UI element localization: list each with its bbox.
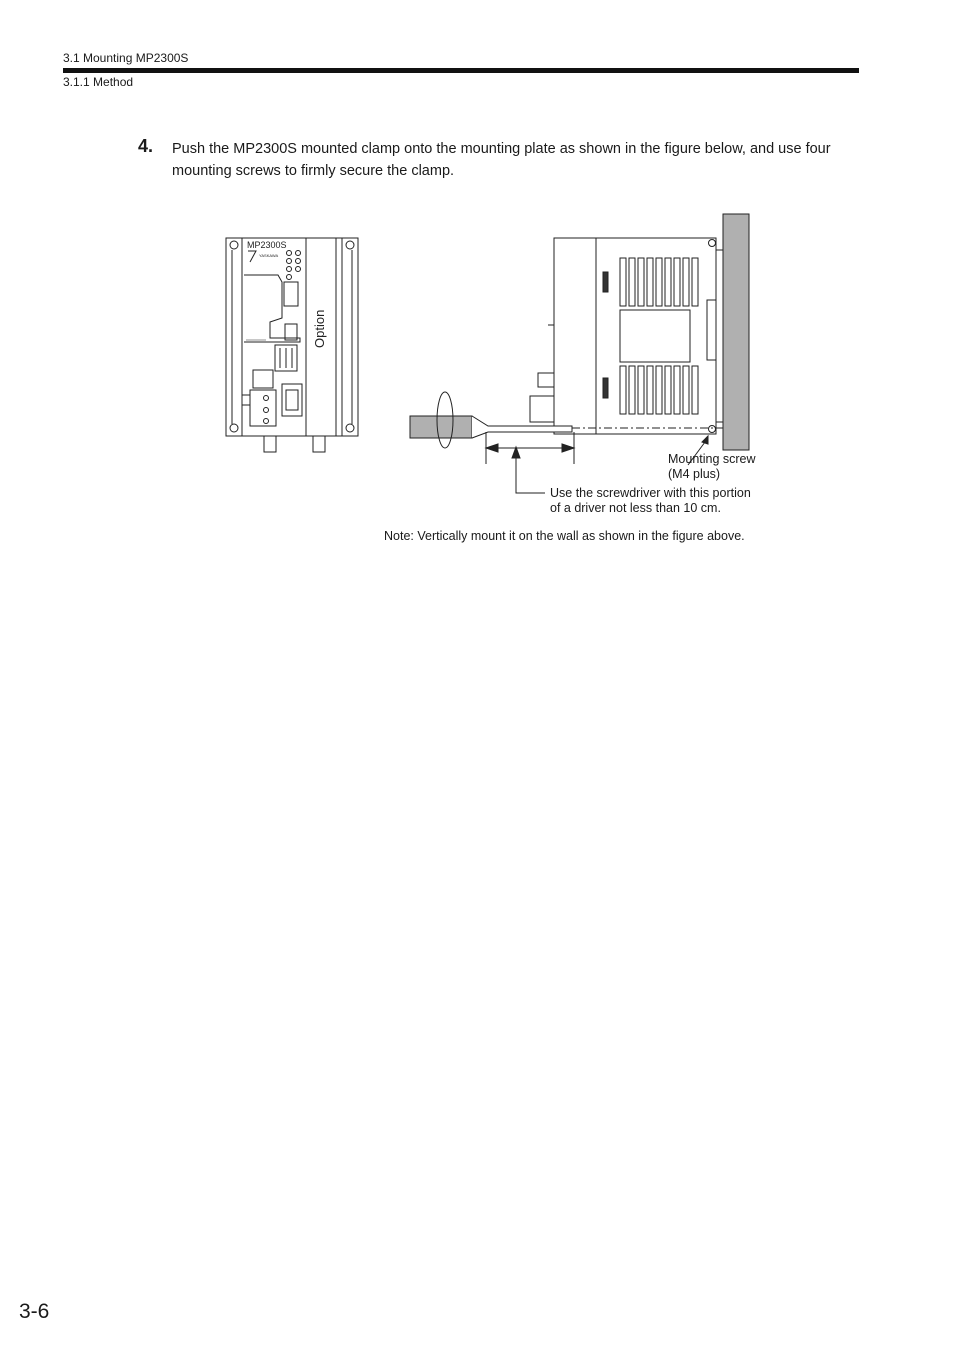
front-option-label: Option xyxy=(312,309,327,348)
side-label-panel xyxy=(620,310,690,362)
front-view xyxy=(226,238,358,452)
front-mount-plate xyxy=(226,238,358,436)
front-screw-bottom-right xyxy=(346,424,354,432)
mounting-screw-label xyxy=(668,452,756,482)
front-screw-top-right xyxy=(346,241,354,249)
step-number: 4. xyxy=(138,136,154,156)
screwdriver-handle xyxy=(410,416,472,438)
front-foot-left xyxy=(264,436,276,452)
front-screw-top-left xyxy=(230,241,238,249)
front-screw-bottom-left xyxy=(230,424,238,432)
mounting-figure xyxy=(0,0,954,600)
figure-note: Note: Vertically mount it on the wall as shown in the figure above. xyxy=(384,529,745,543)
page-number: 3-6 xyxy=(19,1300,50,1323)
screwdriver-shaft xyxy=(472,416,572,438)
screwdriver-note-label xyxy=(550,486,751,516)
step-text: Push the MP2300S mounted clamp onto the mounting plate as shown in the figure below, and use four mounting screws to firmly secure the clamp. xyxy=(172,141,831,179)
side-wall-plate xyxy=(723,214,749,450)
header-subsection-title: 3.1.1 Method xyxy=(63,75,134,89)
front-model-label: MP2300S xyxy=(247,240,287,250)
side-screw-bottom xyxy=(709,426,716,433)
front-brand-label: YASKAWA xyxy=(259,253,279,258)
front-foot-right xyxy=(313,436,325,452)
front-ethernet-port xyxy=(282,384,302,416)
header-section-title: 3.1 Mounting MP2300S xyxy=(63,51,189,65)
front-unit-body xyxy=(242,238,342,436)
mounting-screw-label-line1: Mounting screw xyxy=(668,452,756,466)
side-screw-top xyxy=(709,240,716,247)
mounting-screw-label-line2: (M4 plus) xyxy=(668,467,721,481)
side-upper-vents xyxy=(620,258,698,306)
front-terminal-block xyxy=(253,370,273,388)
screwdriver-note-line1: Use the screwdriver with this portion xyxy=(550,486,751,500)
side-lower-vents xyxy=(620,366,698,414)
screwdriver-note-line2: of a driver not less than 10 cm. xyxy=(550,501,721,515)
